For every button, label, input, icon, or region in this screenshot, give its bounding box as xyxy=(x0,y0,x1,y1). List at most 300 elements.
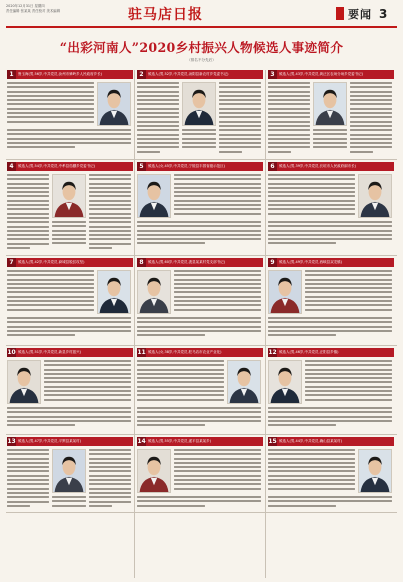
text-line xyxy=(7,291,94,293)
text-line xyxy=(7,407,131,409)
text-line xyxy=(52,242,86,244)
text-line xyxy=(137,505,205,507)
text-line xyxy=(7,204,49,206)
text-line xyxy=(305,394,392,396)
text-line xyxy=(137,326,261,328)
text-line xyxy=(44,369,131,371)
text-line xyxy=(174,287,261,289)
text-line xyxy=(268,174,355,176)
text-line xyxy=(7,195,49,197)
text-line xyxy=(268,453,355,455)
text-line xyxy=(7,270,94,272)
text-line xyxy=(7,279,94,281)
row-divider xyxy=(6,345,397,346)
text-line xyxy=(7,213,49,215)
candidate-photo xyxy=(227,360,261,404)
text-line xyxy=(219,138,261,140)
text-line xyxy=(7,91,94,93)
candidate-title: 候选人(女,38岁,中共党员,驻马店市农业产业化) xyxy=(148,350,222,354)
text-line xyxy=(7,475,49,477)
text-line xyxy=(219,95,261,97)
text-line xyxy=(268,112,310,114)
text-line xyxy=(137,142,179,144)
candidate-title: 候选人(男,42岁,中共党员,商城县脱贫攻坚) xyxy=(18,260,85,264)
candidate-title-bar xyxy=(7,348,133,357)
text-line xyxy=(268,221,392,223)
text-line xyxy=(174,270,261,272)
text-line xyxy=(7,112,94,114)
text-line xyxy=(89,462,131,464)
text-line xyxy=(137,121,179,123)
text-line xyxy=(268,424,336,426)
text-line xyxy=(350,142,392,144)
text-line xyxy=(7,226,49,228)
text-line xyxy=(305,283,392,285)
candidate-title: 候选人(男,54岁,中共党员,中牟县茄棚乡党委书记) xyxy=(18,164,96,168)
text-line xyxy=(268,187,355,189)
text-line xyxy=(219,86,261,88)
text-line xyxy=(268,458,355,460)
candidate-photo xyxy=(137,174,171,218)
text-line xyxy=(7,326,131,328)
text-line xyxy=(268,191,355,193)
text-line xyxy=(268,134,310,136)
text-line xyxy=(313,133,347,135)
text-line xyxy=(137,377,224,379)
text-line xyxy=(305,309,392,311)
candidate-title: 候选人(男,49岁,中共党员,西峡县双龙镇) xyxy=(279,260,343,264)
candidate-title-bar xyxy=(137,348,263,357)
text-line xyxy=(305,377,392,379)
text-line xyxy=(268,138,310,140)
candidate-title: 候选人(女,45岁,中共党员,宁陵县丰园省级示范区) xyxy=(148,164,226,168)
text-line xyxy=(268,321,392,323)
text-line xyxy=(44,386,131,388)
text-line xyxy=(7,178,49,180)
text-line xyxy=(89,492,131,494)
text-line xyxy=(137,407,261,409)
text-line xyxy=(350,129,392,131)
text-line xyxy=(7,247,30,249)
text-line xyxy=(268,234,392,236)
text-line xyxy=(89,195,131,197)
text-line xyxy=(7,243,49,245)
text-line xyxy=(137,496,261,498)
text-line xyxy=(174,488,261,490)
text-line xyxy=(44,390,131,392)
column-divider xyxy=(134,70,135,578)
text-line xyxy=(7,133,131,135)
text-line xyxy=(219,103,261,105)
candidate-title: 鲁玉海(男,56岁,中共党员,汝州市骑岭乡人民政府乡长) xyxy=(18,72,103,76)
text-line xyxy=(268,125,310,127)
section-name: 要闻 xyxy=(348,7,372,21)
candidate-title-bar xyxy=(137,258,263,267)
text-line xyxy=(268,146,310,148)
text-line xyxy=(313,138,347,140)
text-line xyxy=(7,208,49,210)
text-line xyxy=(7,95,94,97)
candidate-photo xyxy=(313,82,347,126)
candidate-photo xyxy=(52,449,86,493)
text-line xyxy=(7,466,49,468)
text-line xyxy=(44,360,131,362)
text-line xyxy=(137,103,179,105)
text-line xyxy=(137,125,179,127)
text-line xyxy=(52,225,86,227)
text-line xyxy=(7,142,131,144)
text-line xyxy=(350,82,392,84)
candidate-number: 2 xyxy=(137,70,146,79)
text-line xyxy=(137,129,179,131)
text-line xyxy=(268,108,310,110)
text-line xyxy=(7,449,49,451)
candidate-title-bar xyxy=(7,70,133,79)
row-divider xyxy=(6,512,397,513)
text-line xyxy=(7,234,49,236)
text-line xyxy=(268,462,355,464)
text-line xyxy=(313,146,347,148)
text-line xyxy=(44,399,131,401)
candidate-number: 8 xyxy=(137,258,146,267)
text-line xyxy=(174,283,261,285)
candidate-title: 候选人(男,55岁,中共党员,遂平县某某乡) xyxy=(148,439,212,443)
text-line xyxy=(7,416,131,418)
candidate-title-bar xyxy=(268,162,394,171)
text-line xyxy=(305,399,392,401)
text-line xyxy=(174,187,261,189)
candidate-title: 候选人(男,43岁,中共党员,黄泛区农场分场乡党委书记) xyxy=(279,72,364,76)
text-line xyxy=(174,178,261,180)
text-line xyxy=(174,296,261,298)
text-line xyxy=(137,394,224,396)
text-line xyxy=(137,151,160,153)
text-line xyxy=(174,483,261,485)
text-line xyxy=(182,138,216,140)
text-line xyxy=(89,178,131,180)
text-line xyxy=(305,386,392,388)
text-line xyxy=(305,296,392,298)
candidate-block xyxy=(7,437,135,511)
text-line xyxy=(268,230,392,232)
text-line xyxy=(7,187,49,189)
candidate-photo xyxy=(137,449,171,493)
text-line xyxy=(89,449,131,451)
text-line xyxy=(268,407,392,409)
text-line xyxy=(89,191,131,193)
text-line xyxy=(89,243,131,245)
text-line xyxy=(174,304,261,306)
candidate-photo xyxy=(97,82,131,126)
text-line xyxy=(137,234,261,236)
text-line xyxy=(350,134,392,136)
text-line xyxy=(174,208,261,210)
text-line xyxy=(182,146,216,148)
text-line xyxy=(350,86,392,88)
candidate-number: 7 xyxy=(7,258,16,267)
text-line xyxy=(137,242,205,244)
text-line xyxy=(219,91,261,93)
text-line xyxy=(7,479,49,481)
text-line xyxy=(268,483,355,485)
text-line xyxy=(268,99,310,101)
text-line xyxy=(89,466,131,468)
text-line xyxy=(89,217,131,219)
candidate-photo xyxy=(268,360,302,404)
text-line xyxy=(219,146,261,148)
text-line xyxy=(268,200,355,202)
text-line xyxy=(268,225,392,227)
text-line xyxy=(7,174,49,176)
text-line xyxy=(89,247,112,249)
text-line xyxy=(174,309,261,311)
text-line xyxy=(305,381,392,383)
text-line xyxy=(305,279,392,281)
text-line xyxy=(268,475,355,477)
candidate-photo xyxy=(268,270,302,314)
candidate-block xyxy=(268,258,396,342)
candidate-block xyxy=(137,437,265,511)
text-line xyxy=(268,116,310,118)
text-line xyxy=(268,82,310,84)
text-line xyxy=(268,103,310,105)
text-line xyxy=(137,221,261,223)
text-line xyxy=(268,151,291,153)
text-line xyxy=(174,291,261,293)
text-line xyxy=(52,500,86,502)
text-line xyxy=(137,330,261,332)
text-line xyxy=(137,112,179,114)
candidate-title-bar xyxy=(137,437,263,446)
row-divider xyxy=(6,255,397,256)
text-line xyxy=(268,121,310,123)
text-line xyxy=(350,91,392,93)
text-line xyxy=(350,146,392,148)
text-line xyxy=(7,496,49,498)
text-line xyxy=(7,221,49,223)
section-header xyxy=(336,6,387,21)
text-line xyxy=(7,103,94,105)
text-line xyxy=(268,142,310,144)
text-line xyxy=(7,424,75,426)
candidate-number: 12 xyxy=(268,349,277,356)
text-line xyxy=(89,458,131,460)
text-line xyxy=(137,334,205,336)
text-line xyxy=(7,317,131,319)
text-line xyxy=(305,304,392,306)
text-line xyxy=(219,99,261,101)
text-line xyxy=(137,364,224,366)
text-line xyxy=(268,326,392,328)
column-divider xyxy=(265,70,266,578)
text-line xyxy=(350,99,392,101)
text-line xyxy=(305,274,392,276)
text-line xyxy=(350,116,392,118)
text-line xyxy=(137,317,261,319)
candidate-number: 15 xyxy=(268,438,277,445)
text-line xyxy=(174,200,261,202)
text-line xyxy=(219,142,261,144)
text-line xyxy=(89,208,131,210)
text-line xyxy=(350,103,392,105)
candidate-title-bar xyxy=(268,258,394,267)
text-line xyxy=(137,390,224,392)
text-line xyxy=(137,360,224,362)
text-line xyxy=(219,112,261,114)
text-line xyxy=(7,191,49,193)
text-line xyxy=(268,505,336,507)
candidate-block xyxy=(268,162,396,252)
text-line xyxy=(268,470,355,472)
text-line xyxy=(89,230,131,232)
text-line xyxy=(7,146,75,148)
text-line xyxy=(137,373,224,375)
text-line xyxy=(7,183,49,185)
text-line xyxy=(174,204,261,206)
paper-name: 驻马店日报 xyxy=(128,7,203,23)
text-line xyxy=(305,287,392,289)
text-line xyxy=(182,133,216,135)
text-line xyxy=(89,238,131,240)
text-line xyxy=(7,470,49,472)
text-line xyxy=(219,116,261,118)
text-line xyxy=(350,95,392,97)
candidate-title: 候选人(男,60岁,中共党员,浚县某某村党支部书记) xyxy=(148,260,226,264)
text-line xyxy=(268,91,310,93)
candidate-title-bar xyxy=(7,258,133,267)
text-line xyxy=(137,369,224,371)
candidate-photo xyxy=(358,449,392,493)
text-line xyxy=(89,470,131,472)
text-line xyxy=(7,287,94,289)
candidate-block xyxy=(7,70,135,156)
candidate-number: 9 xyxy=(268,258,277,267)
text-line xyxy=(219,129,261,131)
text-line xyxy=(137,416,261,418)
text-line xyxy=(268,330,392,332)
text-line xyxy=(305,270,392,272)
text-line xyxy=(219,151,242,153)
text-line xyxy=(44,377,131,379)
text-line xyxy=(137,230,261,232)
text-line xyxy=(268,500,392,502)
text-line xyxy=(89,234,131,236)
text-line xyxy=(52,234,86,236)
text-line xyxy=(137,99,179,101)
text-line xyxy=(137,91,179,93)
text-line xyxy=(7,483,49,485)
text-line xyxy=(350,112,392,114)
text-line xyxy=(174,195,261,197)
text-line xyxy=(174,479,261,481)
text-line xyxy=(219,108,261,110)
text-line xyxy=(219,125,261,127)
candidate-block xyxy=(268,70,396,156)
text-line xyxy=(7,99,94,101)
text-line xyxy=(268,479,355,481)
candidate-block xyxy=(137,348,265,432)
candidate-photo xyxy=(358,174,392,218)
text-line xyxy=(52,505,86,507)
text-line xyxy=(268,334,336,336)
text-line xyxy=(89,226,131,228)
candidate-photo xyxy=(182,82,216,126)
text-line xyxy=(7,411,131,413)
candidate-title-bar xyxy=(7,437,133,446)
text-line xyxy=(305,373,392,375)
section-bar-icon xyxy=(336,7,344,20)
candidate-title-bar xyxy=(268,348,394,357)
candidate-block xyxy=(137,258,265,342)
candidate-number: 4 xyxy=(7,162,16,171)
text-line xyxy=(7,296,94,298)
page-headline: “出彩河南人”2020乡村振兴人物候选人事迹简介 xyxy=(59,40,344,55)
text-line xyxy=(350,121,392,123)
text-line xyxy=(174,174,261,176)
candidate-title: 候选人(男,47岁,中共党员,平舆县某某村) xyxy=(18,439,82,443)
candidate-title: 候选人(男,46岁,中共党员,正阳县乡镇) xyxy=(279,350,339,354)
text-line xyxy=(52,230,86,232)
text-line xyxy=(89,496,131,498)
text-line xyxy=(137,86,179,88)
candidate-title: 候选人(男,51岁,中共党员,新县乡村振兴) xyxy=(18,350,82,354)
text-line xyxy=(137,381,224,383)
text-line xyxy=(89,204,131,206)
text-line xyxy=(268,208,355,210)
text-line xyxy=(7,334,75,336)
candidate-block xyxy=(7,258,135,342)
text-line xyxy=(7,300,94,302)
text-line xyxy=(174,466,261,468)
editor-line: 责任编辑 张某某 责任校对 美术编辑 xyxy=(6,8,61,13)
text-line xyxy=(89,187,131,189)
text-line xyxy=(219,121,261,123)
text-line xyxy=(137,138,179,140)
text-line xyxy=(7,200,49,202)
candidate-title: 候选人(男,39岁,中共党员,长垣市人民政府副市长) xyxy=(279,164,357,168)
text-line xyxy=(7,420,131,422)
text-line xyxy=(7,458,49,460)
text-line xyxy=(7,230,49,232)
text-line xyxy=(44,364,131,366)
text-line xyxy=(137,321,261,323)
text-line xyxy=(7,309,94,311)
text-line xyxy=(137,411,261,413)
text-line xyxy=(137,116,179,118)
text-line xyxy=(268,213,355,215)
text-line xyxy=(174,470,261,472)
page-subhead: （排名不分先后） xyxy=(187,58,216,62)
text-line xyxy=(174,191,261,193)
text-line xyxy=(89,183,131,185)
text-line xyxy=(7,492,49,494)
text-line xyxy=(7,238,49,240)
text-line xyxy=(89,501,131,503)
text-line xyxy=(89,174,131,176)
candidate-number: 11 xyxy=(137,349,146,356)
text-line xyxy=(137,500,261,502)
text-line xyxy=(89,479,131,481)
date-line: 2020年12月31日 星期四 xyxy=(6,4,45,8)
text-line xyxy=(219,134,261,136)
text-line xyxy=(137,82,179,84)
text-line xyxy=(7,488,49,490)
candidate-title: 候选人(男,44岁,中共党员,确山县某某村) xyxy=(279,439,343,443)
candidate-block xyxy=(137,70,265,156)
text-line xyxy=(268,449,355,451)
candidate-title-bar xyxy=(137,162,263,171)
text-line xyxy=(137,238,261,240)
